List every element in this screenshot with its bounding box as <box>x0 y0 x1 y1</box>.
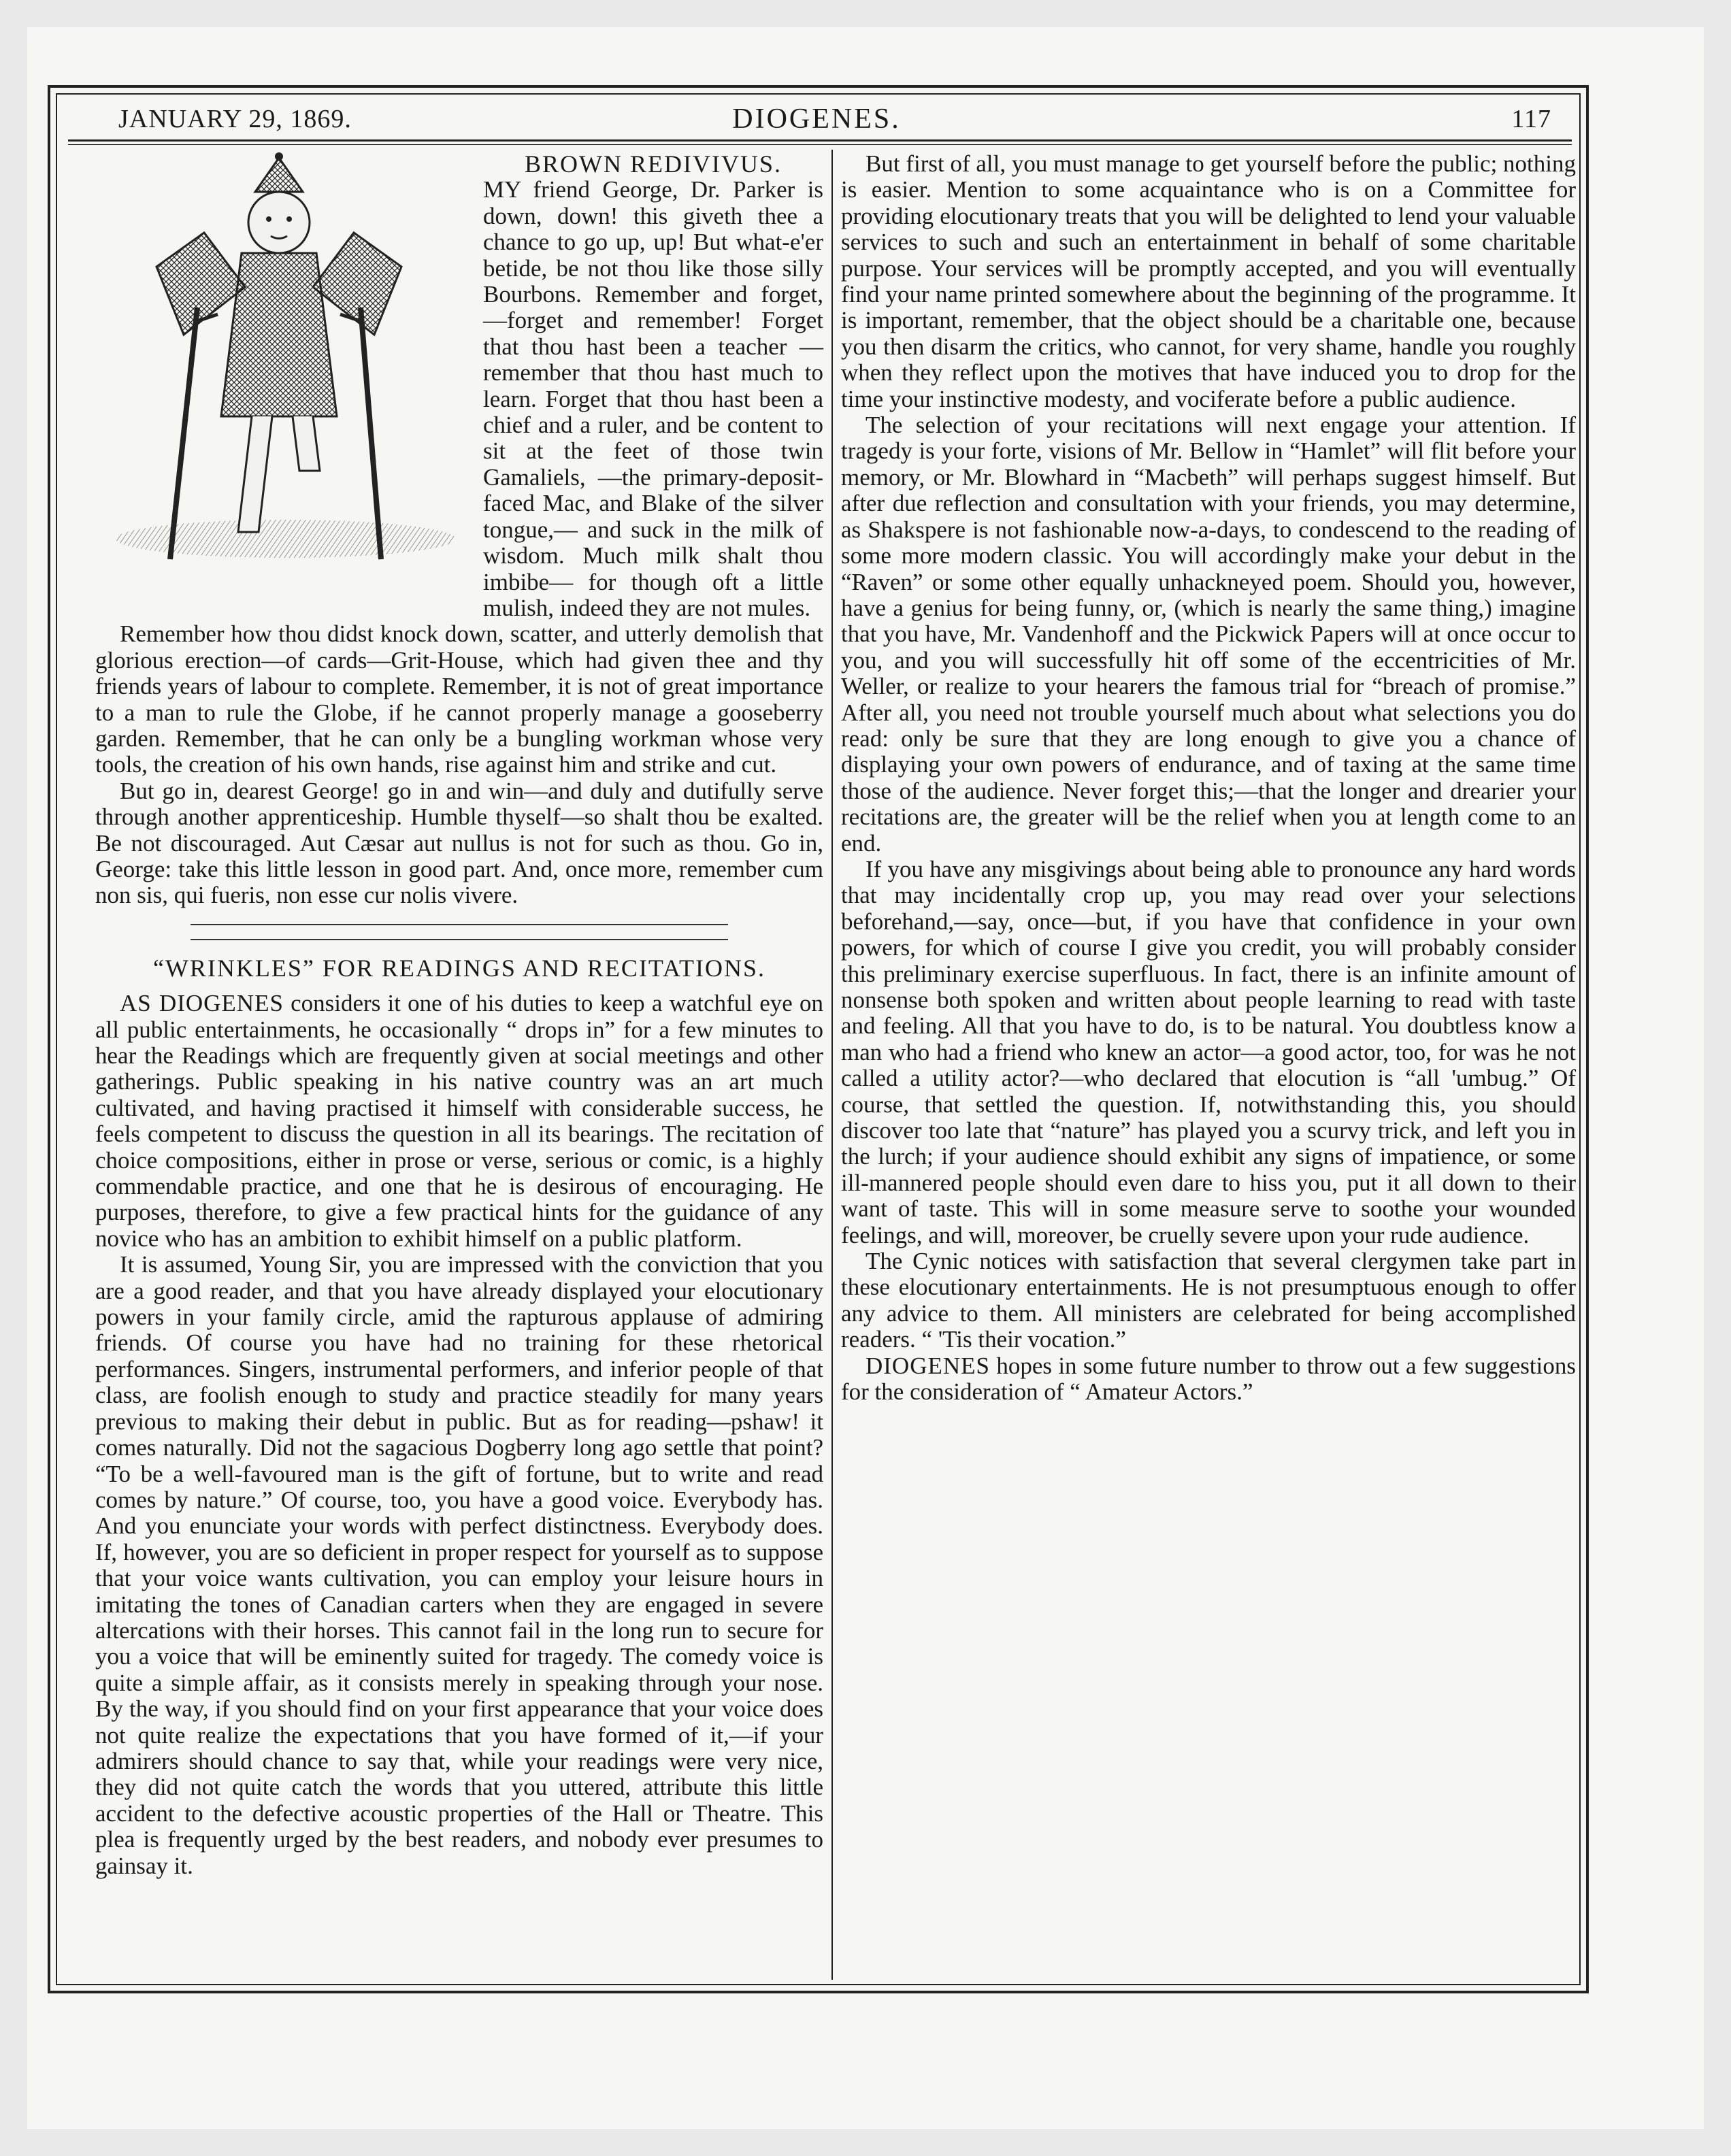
article2-paragraph-text: hopes in some future number to throw out a few suggestions for the consideration of “ Amateur Actors.” <box>841 1352 1576 1406</box>
figure-on-stilts-illustration <box>95 151 476 607</box>
article2-paragraph: It is assumed, Young Sir, you are impressed with the conviction that you are a good reader, and that you have already displayed your elocutionary powers in your family circle, amid the rapturous applause of admiring friends. Of course you have had no training for these rhetorical performances. Singers, instrumental performers, and inferior people of that class, are foolish enough to study and practice steadily for many years previous to making their debut in public. But as for reading—pshaw! it comes naturally. Did not the sagacious Dogberry long ago settle that point? “To be a well-favoured man is the gift of fortune, but to write and read comes by nature.” Of course, too, you have a good voice. Everybody has. And you enunciate your words with perfect distinctness. Everybody does. If, however, you are so deficient in proper respect for yourself as to suppose that your voice wants cultivation, you can employ your leisure hours in imitating the tones of Canadian carters when they are engaged in severe altercations with their horses. This cannot fail in the long run to secure for you a voice that will be eminently suited for tragedy. The comedy voice is quite a simple affair, as it consists merely in speaking through your nose. By the way, if you should find on your first appearance that your voice does not quite realize the expectations that you have formed of it,—if your admirers should chance to say that, while your readings were very nice, they did not quite catch the words that you uttered, attribute this little accident to the defective acoustic properties of the Hall or Theatre. This plea is frequently urged by the best readers, and nobody ever presumes to gainsay it. <box>95 1251 823 1879</box>
article1-paragraph: Remember how thou didst knock down, scatter, and utterly demolish that glorious erection—of cards—Grit-House, which had given thee and thy friends years of labour to complete. Remember, it is not of great importance to a man to rule the Globe, if he cannot properly manage a gooseberry garden. Remember, that he can only be a bungling workman whose very tools, the creation of his own hands, rise against him and strike and cut. <box>95 620 823 778</box>
column-right <box>841 151 1576 1406</box>
column-rule <box>831 150 833 1980</box>
article2-paragraph <box>95 991 823 1252</box>
page-header <box>68 99 1565 136</box>
article2-paragraph <box>841 1353 1576 1406</box>
article2-paragraph: The Cynic notices with satisfaction that several clergymen take part in these elocutionary entertainments. He is not presumptuous enough to offer any advice to them. All ministers are celebrated for being accomplished readers. “ 'Tis their vocation.” <box>841 1248 1576 1353</box>
article1-paragraph: MY friend George, Dr. Parker is down, down! this giveth thee a chance to go up, up! But what-e'er betide, be not thou like those silly Bourbons. Remember and forget,—forget and remember! Forget that thou hast been a teacher — remember that thou hast much to learn. Forget that thou hast been a chief and a ruler, and be content to sit at the feet of those twin Gamaliels, —the primary-deposit-faced Mac, and Blake of the silver tongue,— and suck in the milk of wisdom. Much milk shalt thou imbibe— for though oft a little mulish, indeed they are not mules. <box>483 176 823 621</box>
diogenes-lead: AS DIOGENES <box>120 990 284 1017</box>
diogenes-lead: DIOGENES <box>866 1352 990 1379</box>
page-number: 117 <box>1511 105 1551 133</box>
article-title-brown-redivivus: BROWN REDIVIVUS. <box>525 150 782 178</box>
article2-paragraph: If you have any misgivings about being able to pronounce any hard words that may incidentally crop up, you may read over your selections beforehand,—say, once—but, if you have that confidence in your own powers, for which of course I give you credit, you will probably consider this preliminary exercise superfluous. In fact, there is an infinite amount of nonsense both spoken and written about people learning to read with taste and feeling. All that you have to do, is to be natural. You doubtless know a man who had a friend who knew an actor—a good actor, too, for was he not called a utility actor?—who declared that elocution is “all 'umbug.” Of course, that settled the question. If, notwithstanding this, you should discover too late that “nature” has played you a scurvy trick, and left you in the lurch; if your audience should exhibit any signs of impatience, or some ill-mannered people should even dare to hiss you, put it all down to their want of taste. This will in some measure serve to soothe your wounded feelings, and will, moreover, be cruelly severe upon your rude audience. <box>841 855 1576 1248</box>
publication-title: DIOGENES. <box>732 103 901 135</box>
issue-date: JANUARY 29, 1869. <box>118 105 352 133</box>
article2-paragraph: But first of all, you must manage to get yourself before the public; nothing is easier. Mention to some acquaintance who is on a Committee for providing elocutionary treats that you will be delighted to lend your valuable services to such and such an entertainment in behalf of some charitable purpose. Your services will be promptly accepted, and you will eventually find your name printed somewhere about the beginning of the programme. It is important, remember, that the object should be a charitable one, because you then disarm the critics, who cannot, for very shame, handle you roughly when they reflect upon the motives that have induced you to drop for the time your instinctive modesty, and vociferate before a public audience. <box>841 150 1576 412</box>
article1-paragraph: But go in, dearest George! go in and win—and duly and dutifully serve through another apprenticeship. Humble thyself—so shalt thou be exalted. Be not discouraged. Aut Cæsar aut nullus is not for such as thou. Go in, George: take this little lesson in good part. And, once more, remember cum non sis, qui fueris, non esse cur nolis vivere. <box>95 777 823 909</box>
article2-paragraph-text: considers it one of his duties to keep a watchful eye on all public entertainments, he occasionally “ drops in” for a few minutes to hear the Readings which are frequently given at social meetings and other gatherings. Public speaking in his native country was an art much cultivated, and having practised it himself with considerable success, he feels competent to discuss the question in all its bearings. The recitation of choice compositions, either in prose or verse, serious or comic, is a highly commendable practice, and one that he is desirous of encouraging. He purposes, therefore, to give a few practical hints for the guidance of any novice who has an ambition to exhibit himself on a public platform. <box>95 990 823 1252</box>
header-rule <box>68 139 1572 142</box>
header-rule-thin <box>68 144 1572 145</box>
article2-paragraph: The selection of your recitations will next engage your attention. If tragedy is your forte, visions of Mr. Bellow in “Hamlet” will flit before your memory, or Mr. Blowhard in “Macbeth” will perhaps suggest himself. But after due reflection and consultation with your friends, you may determine, as Shakspere is not fashionable now-a-days, to condescend to the reading of some more modern classic. You will accordingly make your debut in the “Raven” or some other equally unhackneyed poem. Should you, however, have a genius for being funny, or, (which is nearly the same thing,) imagine that you have, Mr. Vandenhoff and the Pickwick Papers will at once occur to you, and you will successfully hit off some of the eccentricities of Mr. Weller, or realize to your hearers the famous trial for “breach of promise.” After all, you need not trouble yourself much about what selections you do read: only be sure that they are long enough to give you a chance of displaying your own powers of endurance, and of taxing at the same time those of the audience. Never forget this;—that the longer and drearier your recitations are, the greater will be the relief when you at length come to an end. <box>841 412 1576 857</box>
article-title-wrinkles: “WRINKLES” FOR READINGS AND RECITATIONS. <box>152 954 766 982</box>
article-separator <box>191 924 728 940</box>
column-left <box>95 151 823 1879</box>
illustration <box>95 151 476 607</box>
